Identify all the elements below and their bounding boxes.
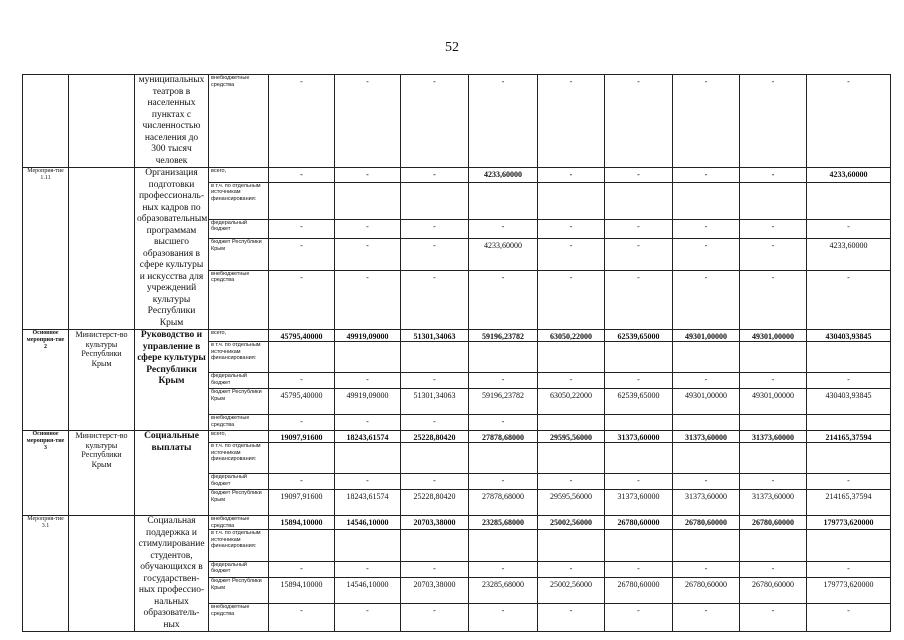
table-row xyxy=(23,431,891,443)
amount-cell: 49301,00000 xyxy=(673,389,740,415)
amount-cell: 51301,34063 xyxy=(401,330,469,342)
funding-source-label: бюджет Республики Крым xyxy=(209,239,269,270)
amount-cell: - xyxy=(605,474,673,490)
funding-source-label: бюджет Республики Крым xyxy=(209,490,269,516)
amount-cell: - xyxy=(335,75,401,168)
amount-cell xyxy=(469,443,538,474)
amount-cell: 62539,65000 xyxy=(605,389,673,415)
amount-cell: 45795,40000 xyxy=(269,389,335,415)
funding-source-label: федеральный бюджет xyxy=(209,474,269,490)
amount-cell: - xyxy=(605,270,673,329)
funding-source-label: внебюджетные средства xyxy=(209,75,269,168)
amount-cell: - xyxy=(673,561,740,577)
funding-source-label: федеральный бюджет xyxy=(209,219,269,238)
amount-cell: - xyxy=(335,168,401,183)
amount-cell: 15894,10000 xyxy=(269,578,335,604)
funding-source-label: всего, xyxy=(209,330,269,342)
amount-cell: - xyxy=(740,561,807,577)
amount-cell: - xyxy=(673,75,740,168)
amount-cell xyxy=(605,530,673,562)
amount-cell: - xyxy=(538,474,605,490)
amount-cell: 20703,38000 xyxy=(401,516,469,530)
amount-cell: 29595,56000 xyxy=(538,431,605,443)
amount-cell: - xyxy=(605,75,673,168)
amount-cell: - xyxy=(673,604,740,632)
row-title: Социальная поддержка и стимулирование студентов, обучающихся в государствен-ных профессио-нальных образователь-ных xyxy=(135,516,209,632)
amount-cell: 4233,60000 xyxy=(469,168,538,183)
amount-cell xyxy=(269,443,335,474)
amount-cell: - xyxy=(401,239,469,270)
amount-cell: 31373,60000 xyxy=(673,490,740,516)
amount-cell xyxy=(605,443,673,474)
amount-cell: - xyxy=(469,373,538,389)
amount-cell: 31373,60000 xyxy=(740,431,807,443)
amount-cell: - xyxy=(740,168,807,183)
amount-cell: 31373,60000 xyxy=(605,431,673,443)
row-executor xyxy=(69,75,135,168)
amount-cell: - xyxy=(401,373,469,389)
amount-cell: - xyxy=(335,239,401,270)
amount-cell: - xyxy=(605,373,673,389)
amount-cell xyxy=(469,530,538,562)
amount-cell xyxy=(807,530,891,562)
amount-cell: 23285,68000 xyxy=(469,516,538,530)
amount-cell: - xyxy=(335,561,401,577)
amount-cell: - xyxy=(605,561,673,577)
amount-cell: - xyxy=(740,474,807,490)
row-code: Мероприя-тие 3.1 xyxy=(23,516,69,632)
amount-cell: 4233,60000 xyxy=(807,168,891,183)
amount-cell xyxy=(807,415,891,431)
amount-cell: - xyxy=(269,561,335,577)
amount-cell xyxy=(673,415,740,431)
funding-source-label: федеральный бюджет xyxy=(209,373,269,389)
amount-cell: 49301,00000 xyxy=(740,389,807,415)
row-title: Руководство и управление в сфере культуры Республики Крым xyxy=(135,330,209,431)
amount-cell: - xyxy=(401,219,469,238)
amount-cell xyxy=(469,342,538,373)
amount-cell: - xyxy=(335,474,401,490)
amount-cell xyxy=(538,530,605,562)
amount-cell xyxy=(538,415,605,431)
amount-cell: - xyxy=(740,239,807,270)
amount-cell: - xyxy=(740,604,807,632)
amount-cell xyxy=(605,182,673,219)
amount-cell xyxy=(605,342,673,373)
amount-cell: 26780,60000 xyxy=(740,516,807,530)
amount-cell: 25002,56000 xyxy=(538,516,605,530)
amount-cell: - xyxy=(335,219,401,238)
amount-cell: - xyxy=(807,561,891,577)
row-title: Организация подготовки профессиональ-ных кадров по образовательным программам высшего образования в сфере культуры и искусства для учреждений культуры Республики Крым xyxy=(135,168,209,330)
row-code: Основное мероприя-тие 2 xyxy=(23,330,69,431)
amount-cell: - xyxy=(673,219,740,238)
funding-source-label: внебюджетные средства xyxy=(209,415,269,431)
funding-source-label: в т.ч. по отдельным источникам финансирования: xyxy=(209,342,269,373)
amount-cell: 4233,60000 xyxy=(807,239,891,270)
amount-cell: - xyxy=(673,168,740,183)
row-title: муниципальных театров в населенных пунктах с численностью населения до 300 тысяч человек xyxy=(135,75,209,168)
amount-cell: - xyxy=(807,270,891,329)
row-title: Социальные выплаты xyxy=(135,431,209,516)
amount-cell: 31373,60000 xyxy=(673,431,740,443)
amount-cell: 62539,65000 xyxy=(605,330,673,342)
amount-cell: - xyxy=(605,239,673,270)
row-executor: Министерст-во культуры Республики Крым xyxy=(69,431,135,516)
amount-cell xyxy=(807,443,891,474)
amount-cell: - xyxy=(538,561,605,577)
funding-source-label: в т.ч. по отдельным источникам финансирования: xyxy=(209,530,269,562)
amount-cell: - xyxy=(538,219,605,238)
amount-cell: - xyxy=(335,604,401,632)
table-row xyxy=(23,516,891,530)
amount-cell xyxy=(740,530,807,562)
amount-cell xyxy=(538,342,605,373)
amount-cell xyxy=(807,182,891,219)
amount-cell: - xyxy=(269,219,335,238)
row-executor xyxy=(69,168,135,330)
table-row xyxy=(23,168,891,183)
amount-cell xyxy=(673,530,740,562)
amount-cell: 63050,22000 xyxy=(538,330,605,342)
amount-cell: - xyxy=(401,561,469,577)
amount-cell: - xyxy=(269,415,335,431)
amount-cell xyxy=(807,342,891,373)
amount-cell: - xyxy=(469,561,538,577)
amount-cell: - xyxy=(807,373,891,389)
row-code: Основное мероприя-тие 3 xyxy=(23,431,69,516)
amount-cell xyxy=(673,342,740,373)
amount-cell: 25002,56000 xyxy=(538,578,605,604)
amount-cell: - xyxy=(538,239,605,270)
amount-cell: - xyxy=(335,415,401,431)
amount-cell: - xyxy=(538,373,605,389)
amount-cell xyxy=(740,182,807,219)
funding-source-label: бюджет Республики Крым xyxy=(209,389,269,415)
amount-cell xyxy=(335,182,401,219)
amount-cell: - xyxy=(538,270,605,329)
amount-cell xyxy=(469,182,538,219)
amount-cell: - xyxy=(401,604,469,632)
amount-cell: - xyxy=(269,373,335,389)
amount-cell: 4233,60000 xyxy=(469,239,538,270)
funding-source-label: в т.ч. по отдельным источникам финансирования: xyxy=(209,443,269,474)
row-executor xyxy=(69,516,135,632)
amount-cell: 179773,620000 xyxy=(807,578,891,604)
page-number: 52 xyxy=(445,40,459,55)
amount-cell: 26780,60000 xyxy=(740,578,807,604)
amount-cell: - xyxy=(335,373,401,389)
row-code: Мероприя-тие 1.11 xyxy=(23,168,69,330)
amount-cell: - xyxy=(807,75,891,168)
amount-cell xyxy=(740,415,807,431)
table-row xyxy=(23,75,891,168)
amount-cell xyxy=(605,415,673,431)
amount-cell xyxy=(673,182,740,219)
amount-cell: - xyxy=(538,168,605,183)
amount-cell: 25228,80420 xyxy=(401,431,469,443)
amount-cell: 27878,68000 xyxy=(469,490,538,516)
funding-source-label: внебюджетные средства xyxy=(209,516,269,530)
amount-cell: - xyxy=(469,474,538,490)
amount-cell: - xyxy=(269,239,335,270)
amount-cell: - xyxy=(469,415,538,431)
amount-cell: - xyxy=(469,75,538,168)
amount-cell: 31373,60000 xyxy=(605,490,673,516)
funding-source-label: в т.ч. по отдельным источникам финансирования: xyxy=(209,182,269,219)
amount-cell: 18243,61574 xyxy=(335,490,401,516)
amount-cell xyxy=(401,530,469,562)
amount-cell: 49301,00000 xyxy=(673,330,740,342)
amount-cell: 26780,60000 xyxy=(673,578,740,604)
amount-cell: - xyxy=(269,474,335,490)
amount-cell: - xyxy=(269,168,335,183)
amount-cell: - xyxy=(740,373,807,389)
amount-cell xyxy=(269,182,335,219)
amount-cell: - xyxy=(335,270,401,329)
amount-cell: 26780,60000 xyxy=(605,516,673,530)
amount-cell: 25228,80420 xyxy=(401,490,469,516)
amount-cell: 19097,91600 xyxy=(269,431,335,443)
amount-cell: 214165,37594 xyxy=(807,490,891,516)
amount-cell: - xyxy=(673,474,740,490)
amount-cell xyxy=(740,342,807,373)
amount-cell: - xyxy=(807,219,891,238)
amount-cell: - xyxy=(673,373,740,389)
amount-cell: - xyxy=(673,270,740,329)
amount-cell xyxy=(401,182,469,219)
amount-cell: - xyxy=(605,604,673,632)
amount-cell: 14546,10000 xyxy=(335,516,401,530)
amount-cell: 31373,60000 xyxy=(740,490,807,516)
amount-cell: 18243,61574 xyxy=(335,431,401,443)
amount-cell: 23285,68000 xyxy=(469,578,538,604)
amount-cell: - xyxy=(401,415,469,431)
amount-cell: - xyxy=(605,168,673,183)
amount-cell xyxy=(335,342,401,373)
amount-cell: 20703,38000 xyxy=(401,578,469,604)
amount-cell: - xyxy=(269,270,335,329)
amount-cell: 59196,23782 xyxy=(469,389,538,415)
amount-cell: - xyxy=(538,604,605,632)
amount-cell: - xyxy=(469,604,538,632)
budget-table xyxy=(22,74,891,632)
amount-cell: 430403,93845 xyxy=(807,330,891,342)
amount-cell: - xyxy=(538,75,605,168)
amount-cell: 49301,00000 xyxy=(740,330,807,342)
amount-cell: 59196,23782 xyxy=(469,330,538,342)
amount-cell: - xyxy=(469,219,538,238)
amount-cell: - xyxy=(269,604,335,632)
amount-cell: 26780,60000 xyxy=(673,516,740,530)
amount-cell xyxy=(401,342,469,373)
amount-cell xyxy=(269,530,335,562)
amount-cell: - xyxy=(673,239,740,270)
table-row xyxy=(23,330,891,342)
amount-cell: 15894,10000 xyxy=(269,516,335,530)
amount-cell: - xyxy=(469,270,538,329)
amount-cell xyxy=(538,182,605,219)
amount-cell xyxy=(335,530,401,562)
amount-cell: - xyxy=(269,75,335,168)
amount-cell: - xyxy=(401,270,469,329)
amount-cell: 63050,22000 xyxy=(538,389,605,415)
amount-cell xyxy=(269,342,335,373)
amount-cell: 51301,34063 xyxy=(401,389,469,415)
funding-source-label: федеральный бюджет xyxy=(209,561,269,577)
funding-source-label: бюджет Республики Крым xyxy=(209,578,269,604)
amount-cell: 214165,37594 xyxy=(807,431,891,443)
amount-cell xyxy=(740,443,807,474)
amount-cell: - xyxy=(807,604,891,632)
amount-cell: 45795,40000 xyxy=(269,330,335,342)
funding-source-label: всего, xyxy=(209,168,269,183)
amount-cell: - xyxy=(807,474,891,490)
amount-cell xyxy=(538,443,605,474)
amount-cell: 29595,56000 xyxy=(538,490,605,516)
amount-cell xyxy=(401,443,469,474)
amount-cell: - xyxy=(605,219,673,238)
amount-cell: 19097,91600 xyxy=(269,490,335,516)
funding-source-label: всего, xyxy=(209,431,269,443)
amount-cell: - xyxy=(740,219,807,238)
row-executor: Министерст-во культуры Республики Крым xyxy=(69,330,135,431)
amount-cell: 14546,10000 xyxy=(335,578,401,604)
amount-cell: 49919,09000 xyxy=(335,330,401,342)
amount-cell: - xyxy=(740,75,807,168)
amount-cell: - xyxy=(740,270,807,329)
amount-cell: - xyxy=(401,474,469,490)
amount-cell: 430403,93845 xyxy=(807,389,891,415)
amount-cell xyxy=(673,443,740,474)
amount-cell: 27878,68000 xyxy=(469,431,538,443)
amount-cell xyxy=(335,443,401,474)
amount-cell: 49919,09000 xyxy=(335,389,401,415)
amount-cell: - xyxy=(401,75,469,168)
funding-source-label: внебюджетные средства xyxy=(209,270,269,329)
funding-source-label: внебюджетные средства xyxy=(209,604,269,632)
amount-cell: 26780,60000 xyxy=(605,578,673,604)
amount-cell: 179773,620000 xyxy=(807,516,891,530)
amount-cell: - xyxy=(401,168,469,183)
row-code xyxy=(23,75,69,168)
